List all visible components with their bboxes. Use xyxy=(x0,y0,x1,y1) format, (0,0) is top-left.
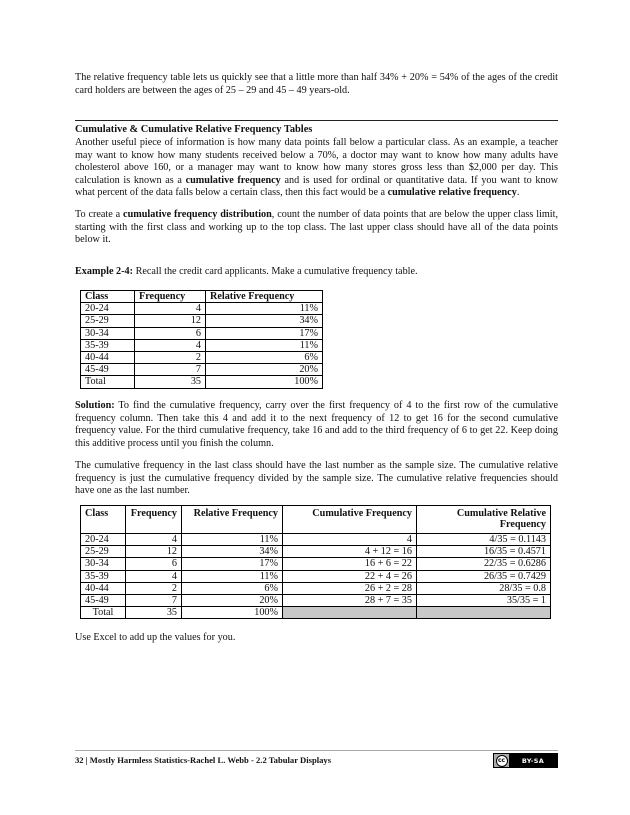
license-badge-label: BY-SA xyxy=(521,756,545,765)
table-row xyxy=(81,534,551,546)
column-header: Cumulative Frequency xyxy=(283,506,417,534)
table-cell: 35/35 = 1 xyxy=(417,595,551,607)
table-cell: 25-29 xyxy=(81,315,135,327)
column-header: Cumulative Relative Frequency xyxy=(417,506,551,534)
table-row xyxy=(81,558,551,570)
table-row xyxy=(81,352,323,364)
table-cell: 6% xyxy=(206,352,323,364)
column-header: Frequency xyxy=(135,291,206,303)
table-cell: 4 xyxy=(135,303,206,315)
table-row xyxy=(81,546,551,558)
cc-logo-text: cc xyxy=(496,755,508,767)
table-row xyxy=(81,582,551,594)
table-cell: 6% xyxy=(182,582,283,594)
table-cell: 40-44 xyxy=(81,582,126,594)
table-cell: 12 xyxy=(135,315,206,327)
table-header-row xyxy=(81,291,323,303)
table-cell: 20% xyxy=(182,595,283,607)
section-body-paragraph xyxy=(75,137,558,200)
example-prompt xyxy=(75,266,558,279)
intro-paragraph: The relative frequency table lets us quickly see that a little more than half 34% + 20% = 54% of the ages of the credit card holders are between the ages of 25 – 29 and 45 – 49 years-old. xyxy=(75,72,558,96)
license-badge xyxy=(493,753,558,768)
table-cell: 28 + 7 = 35 xyxy=(283,595,417,607)
example-label: Example 2-4: xyxy=(75,266,134,277)
table-cell: 2 xyxy=(135,352,206,364)
table-cell: 45-49 xyxy=(81,595,126,607)
table-cell: 11% xyxy=(182,570,283,582)
table-cell: 4 xyxy=(126,570,182,582)
term-cumulative-relative-frequency: cumulative relative frequency xyxy=(387,187,517,199)
table-total-row xyxy=(81,376,323,388)
page-footer: 32 | Mostly Harmless Statistics-Rachel L. Webb - 2.2 Tabular Displays xyxy=(75,755,332,765)
table-cell: 17% xyxy=(182,558,283,570)
table-cell: 22 + 4 = 26 xyxy=(283,570,417,582)
table-row xyxy=(81,570,551,582)
table-cell: 7 xyxy=(126,595,182,607)
table-cell: 28/35 = 0.8 xyxy=(417,582,551,594)
table-cell: 20-24 xyxy=(81,303,135,315)
table-row xyxy=(81,595,551,607)
column-header: Class xyxy=(81,506,126,534)
table-header-row xyxy=(81,506,551,534)
paragraph-text: , count the number of data points that are below the upper class limit, starting with the first class and working up to the top class. The last upper class should have all of the data points below it. xyxy=(75,209,559,246)
section-body-text: and is used for ordinal or quantitative data. If you want to know what percent of the data falls below a certain class, then this fact would be a xyxy=(75,174,558,199)
table-row xyxy=(81,364,323,376)
paragraph-text: To create a xyxy=(75,209,124,220)
table-cell: 30-34 xyxy=(81,558,126,570)
table-total-row xyxy=(81,607,551,619)
empty-shaded-cell xyxy=(283,607,417,619)
table-cell: 4 xyxy=(126,534,182,546)
table-cell: 17% xyxy=(206,327,323,339)
table-cell: 30-34 xyxy=(81,327,135,339)
column-header: Relative Frequency xyxy=(182,506,283,534)
table-cell: 11% xyxy=(182,534,283,546)
table-cell: 4 xyxy=(135,339,206,351)
cumulative-frequency-table xyxy=(80,505,551,619)
table-cell: 6 xyxy=(135,327,206,339)
table-cell: 6 xyxy=(126,558,182,570)
table-cell: 11% xyxy=(206,339,323,351)
table-cell: 4/35 = 0.1143 xyxy=(417,534,551,546)
frequency-table xyxy=(80,290,323,389)
solution-paragraph xyxy=(75,400,558,450)
table-row xyxy=(81,315,323,327)
table-cell: 26/35 = 0.7429 xyxy=(417,570,551,582)
table-cell: 34% xyxy=(206,315,323,327)
table-cell: 100% xyxy=(182,607,283,619)
table-cell: Total xyxy=(81,607,126,619)
table-cell: 26 + 2 = 28 xyxy=(283,582,417,594)
creative-commons-icon xyxy=(494,754,509,767)
table-row xyxy=(81,303,323,315)
table-cell: 16 + 6 = 22 xyxy=(283,558,417,570)
table-row xyxy=(81,327,323,339)
example-text: Recall the credit card applicants. Make a cumulative frequency table. xyxy=(133,266,418,277)
table-cell: 4 + 12 = 16 xyxy=(283,546,417,558)
distribution-paragraph xyxy=(75,209,558,247)
section-heading: Cumulative & Cumulative Relative Frequency Tables xyxy=(75,124,313,135)
table-cell: 100% xyxy=(206,376,323,388)
term-cumulative-frequency-distribution: cumulative frequency distribution xyxy=(123,209,272,220)
section-divider xyxy=(75,120,558,121)
table-cell: 20% xyxy=(206,364,323,376)
column-header: Frequency xyxy=(126,506,182,534)
table-cell: 34% xyxy=(182,546,283,558)
cumulative-explanation-paragraph: The cumulative frequency in the last class should have the last number as the sample size. The cumulative relative frequency is just the cumulative frequency divided by the sample size. The cumulative relative frequencies should have one as the last number. xyxy=(75,460,558,497)
table-cell: 35 xyxy=(126,607,182,619)
table-cell: Total xyxy=(81,376,135,388)
empty-shaded-cell xyxy=(417,607,551,619)
table-cell: 22/35 = 0.6286 xyxy=(417,558,551,570)
section-body-text: Another useful piece of information is how many data points fall below a particular class. As an example, a teacher may want to know how many students received below a 70%, a doctor may want to know how many adults have cholesterol above 160, or a manager may want to know how many stores gross less than $2,000 per day. This calculation is known as a xyxy=(75,137,558,186)
table-cell: 40-44 xyxy=(81,352,135,364)
table-cell: 7 xyxy=(135,364,206,376)
column-header: Relative Frequency xyxy=(206,291,323,303)
table-cell: 35-39 xyxy=(81,339,135,351)
table-cell: 11% xyxy=(206,303,323,315)
table-row xyxy=(81,339,323,351)
table-cell: 4 xyxy=(283,534,417,546)
column-header: Class xyxy=(81,291,135,303)
table-cell: 16/35 = 0.4571 xyxy=(417,546,551,558)
excel-note: Use Excel to add up the values for you. xyxy=(75,632,236,643)
table-cell: 25-29 xyxy=(81,546,126,558)
term-cumulative-frequency: cumulative frequency xyxy=(185,174,281,186)
table-cell: 20-24 xyxy=(81,534,126,546)
solution-text: To find the cumulative frequency, carry over the first frequency of 4 to the first row of the cumulative frequency column. Then take this 4 and add it to the next frequency of 12 to get 16 for the second cumulative frequency value. For the third cumulative frequency, take 16 and add to the third frequency of 6 to get 22. Keep doing this additive process until you finish the column. xyxy=(75,400,558,449)
footer-divider xyxy=(75,750,558,751)
table-cell: 12 xyxy=(126,546,182,558)
table-cell: 35 xyxy=(135,376,206,388)
section-body-text: . xyxy=(516,187,520,199)
table-cell: 35-39 xyxy=(81,570,126,582)
table-cell: 2 xyxy=(126,582,182,594)
table-cell: 45-49 xyxy=(81,364,135,376)
solution-label: Solution: xyxy=(75,400,115,411)
